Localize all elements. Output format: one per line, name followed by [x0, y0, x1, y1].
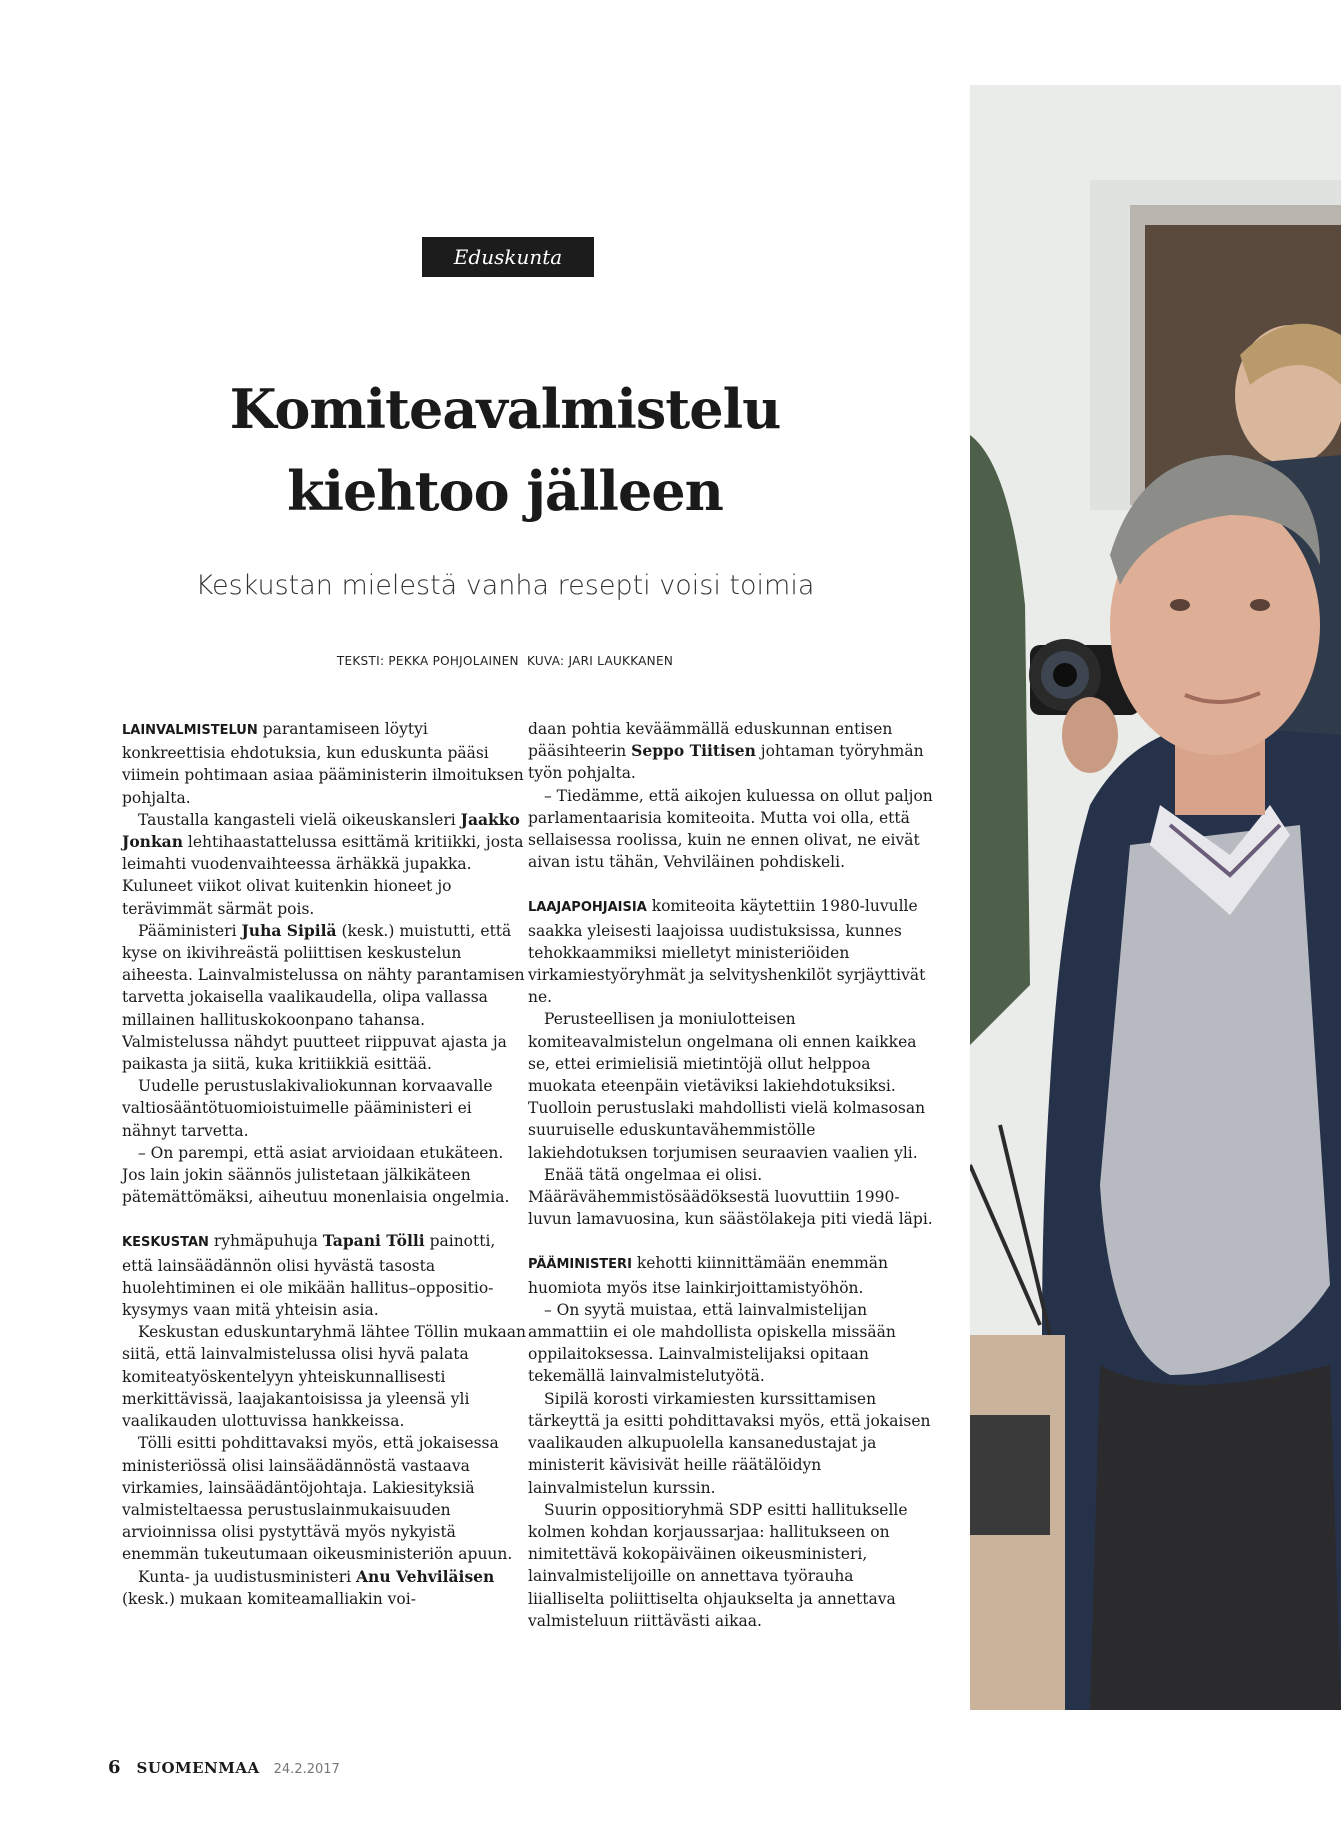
- paragraph: Tölli esitti pohdittavaksi myös, että jokaisessa ministeriössä olisi lainsäädännöstä vastaava virkamies, lainsäädäntöjohtaja. Lakiesityksiä valmisteltaessa perustuslainmukaisuuden arvioinnissa olisi pystyttävä myös nykyistä enemmän tukeutumaan oikeusministeriön apuun.: [122, 1434, 513, 1564]
- paragraph-text: parantamiseen löytyi konkreettisia ehdotuksia, kun eduskunta pääsi viimein pohtimaan asiaa pääministerin ilmoituksen pohjalta.: [122, 720, 524, 807]
- paragraph: Enää tätä ongelmaa ei olisi. Määrävähemmistösäädöksestä luovuttiin 1990-luvun lamavuosina, kun säästölakeja piti viedä läpi.: [528, 1165, 933, 1229]
- paragraph: – On parempi, että asiat arvioidaan etukäteen. Jos lain jokin säännös julistetaan jälkikäteen pätemättömäksi, aiheutuu monenlaisia ongelmia.: [122, 1143, 510, 1207]
- paragraph-text: Taustalla kangasteli vielä oikeuskansleri: [138, 810, 461, 829]
- paragraph-text: (kesk.) mukaan komiteamalliakin voi-: [122, 1589, 416, 1608]
- byline-credits: TEKSTI: PEKKA POHJOLAINEN KUVA: JARI LAUKKANEN: [336, 654, 674, 668]
- run-in-heading: PÄÄMINISTERI: [528, 1257, 632, 1273]
- paragraph-text: lehtihaastattelussa esittämä kritiikki, josta leimahti vuodenvaihteessa ärhäkkä jupakka. Kuluneet viikot olivat kuitenkin hioneet jo terävimmät särmät pois.: [122, 833, 524, 918]
- section-tag: Eduskunta: [422, 237, 594, 277]
- publication-date: 24.2.2017: [273, 1762, 340, 1777]
- body-column-left: [122, 718, 527, 1610]
- subheadline: Keskustan mielestä vanha resepti voisi toimia: [195, 570, 815, 601]
- paragraph: Sipilä korosti virkamiesten kurssittamisen tärkeyttä ja esitti pohdittavaksi myös, että jokaisen vaalikauden alkupuolella kansanedustajat ja ministerit kävisivät heille räätälöidyn lainvalmistelun kurssin.: [528, 1389, 931, 1497]
- paragraph: [528, 1252, 933, 1298]
- paragraph: Keskustan eduskuntaryhmä lähtee Töllin mukaan siitä, että lainvalmistelussa olisi hyvä palata komiteatyöskentelyyn yhteiskunnallisesti merkittävissä, laajakantoisissa ja yleensä yli vaalikauden ulottuvissa hankkeissa.: [122, 1323, 526, 1431]
- paragraph: – Tiedämme, että aikojen kuluessa on ollut paljon parlamentaarisia komiteoita. Mutta voi olla, että sellaisessa roolissa, kuin ne ennen olivat, ne eivät aivan istu tähän, Vehviläinen pohdiskeli.: [528, 786, 933, 872]
- run-in-heading: LAINVALMISTELUN: [122, 723, 258, 738]
- page-footer: [108, 1757, 340, 1778]
- paragraph-text: ryhmäpuhuja: [208, 1232, 323, 1251]
- paragraph: [122, 920, 527, 1075]
- paragraph: Perusteellisen ja moniulotteisen komiteavalmistelun ongelmana oli ennen kaikkea se, ettei erimielisiä mietintöjä ollut helppoa muokata eteenpäin vietäviksi lakiehdotuksiksi. Tuolloin perustuslaki mahdollisti vielä kolmasosan suuruiselle eduskuntavähemmistölle lakiehdotuksen torjumisen seuraavien vaalien yli.: [528, 1010, 926, 1162]
- run-in-heading: KESKUSTAN: [122, 1235, 209, 1251]
- headline-line-1: Komiteavalmistelu: [229, 377, 781, 441]
- paragraph: [528, 895, 933, 1008]
- run-in-heading: LAAJAPOHJAISIA: [528, 900, 647, 916]
- headline-line-2: kiehtoo jälleen: [287, 459, 723, 523]
- article-photo: [970, 85, 1341, 1710]
- paragraph: – On syytä muistaa, että lainvalmistelijan ammattiin ei ole mahdollista opiskella missään oppilaitoksessa. Lainvalmistelijaksi opitaan tekemällä lainvalmistelutyötä.: [528, 1300, 896, 1386]
- paragraph: [122, 718, 527, 809]
- paragraph: [122, 1230, 527, 1321]
- paragraph-text: komiteoita käytettiin 1980-luvulle saakka yleisesti laajoissa uudistuksissa, kunnes tehokkaammiksi mielletyt ministeriöiden virkamiestyöryhmät ja selvityshenkilöt syrjäyttivät ne.: [528, 897, 926, 1007]
- paragraph-text: Pääministeri: [138, 921, 242, 940]
- paragraph: [122, 809, 527, 920]
- paragraph-text: daan pohtia keväämmällä eduskunnan entisen pääsihteerin: [528, 720, 893, 761]
- person-name: Jaakko Jonkan: [122, 809, 520, 852]
- body-column-right: [528, 718, 933, 1632]
- paragraph: Suurin oppositioryhmä SDP esitti hallitukselle kolmen kohdan korjaussarjaa: hallitukseen on nimitettävä kokopäiväinen oikeusministeri, lainvalmistelijoille on annettava työrauha liialliselta poliittiselta ohjaukselta ja annettava valmisteluun riittävästi aikaa.: [528, 1500, 908, 1630]
- page-number: 6: [108, 1757, 121, 1778]
- paragraph: [122, 1566, 527, 1610]
- paragraph-text: painotti, että lainsäädännön olisi hyvästä tasosta huolehtiminen ei ole mikään hallitus–oppositio-kysymys vaan mitä yhteisin asia.: [122, 1232, 496, 1320]
- publication-name: SUOMENMAA: [136, 1759, 260, 1777]
- paragraph-text: kehotti kiinnittämään enemmän huomiota myös itse lainkirjoittamistyöhön.: [528, 1254, 889, 1297]
- paragraph: Uudelle perustuslakivaliokunnan korvaavalle valtiosääntötuomioistuimelle pääministeri ei nähnyt tarvetta.: [122, 1077, 493, 1140]
- person-name: Juha Sipilä: [241, 920, 337, 940]
- paragraph-text: Kunta- ja uudistusministeri: [138, 1567, 357, 1586]
- paragraph: [528, 718, 933, 785]
- paragraph-text: (kesk.) muistutti, että kyse on ikivihreästä poliittisen keskustelun aiheesta. Lainvalmistelussa on nähty parantamisen tarvetta jokaisella vaalikaudella, olipa vallassa millainen hallituskokoonpano tahansa. Valmistelussa nähdyt puutteet riippuvat ajasta ja paikasta ja siitä, kuka kritiikkiä esittää.: [122, 921, 525, 1074]
- headline: [90, 368, 920, 532]
- person-name: Tapani Tölli: [322, 1231, 425, 1251]
- paragraph-text: johtaman työryhmän työn pohjalta.: [528, 742, 924, 783]
- person-name: Seppo Tiitisen: [631, 741, 756, 761]
- person-name: Anu Vehviläisen: [356, 1566, 495, 1586]
